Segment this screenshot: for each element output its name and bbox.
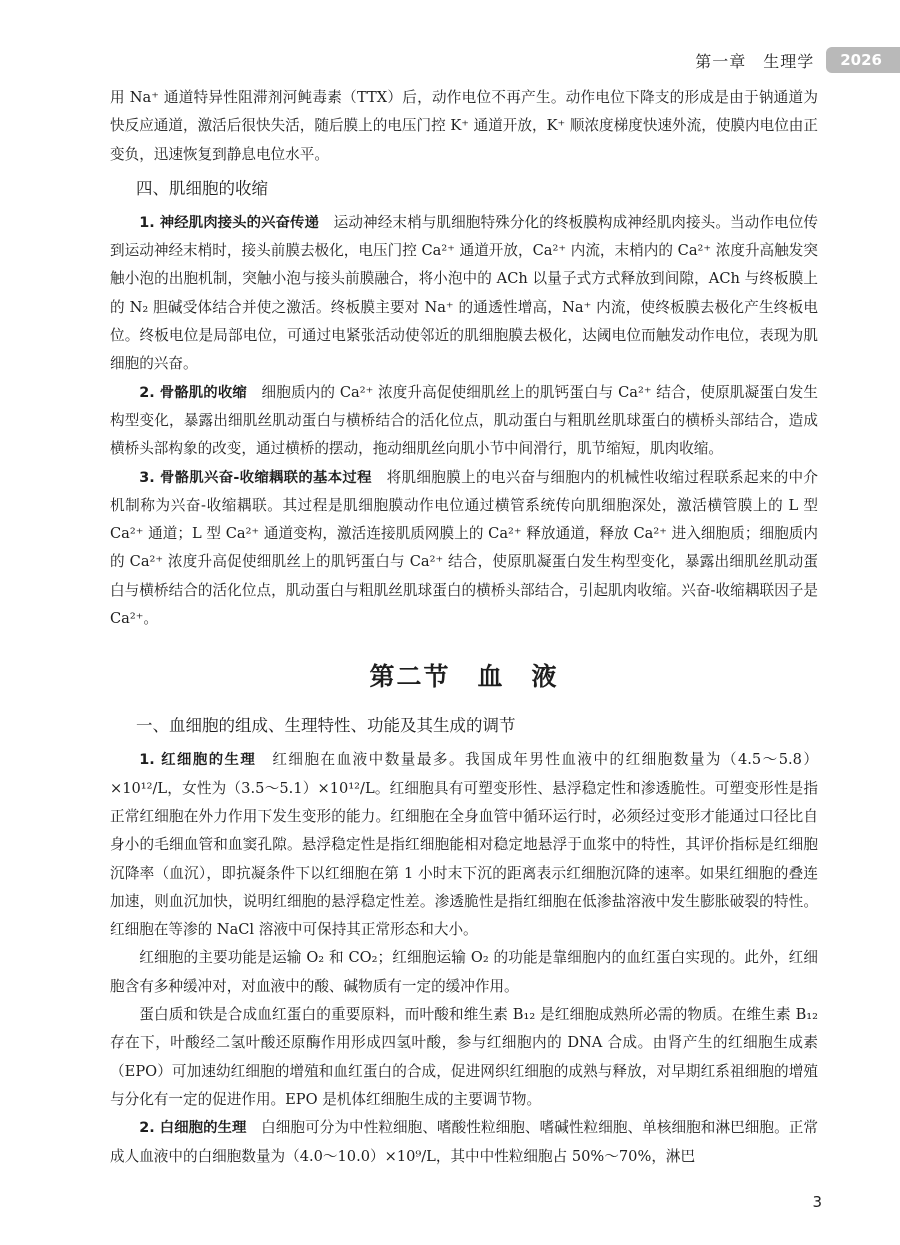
paragraph-skeletal-muscle-contraction: 2. 骨骼肌的收缩 细胞质内的 Ca²⁺ 浓度升高促使细肌丝上的肌钙蛋白与 Ca²⁺ 结合，使原肌凝蛋白发生构型变化，暴露出细肌丝肌动蛋白与横桥结合的活化位点，肌动蛋白与粗肌丝肌球蛋白的横桥头部结合，造成横桥头部构象的改变，通过横桥的摆动，拖动细肌丝向肌小节中间滑行，肌节缩短，肌肉收缩。 [110, 383, 818, 458]
paragraph-rbc-production: 蛋白质和铁是合成血红蛋白的重要原料，而叶酸和维生素 B₁₂ 是红细胞成熟所必需的物质。在维生素 B₁₂ 存在下，叶酸经二氢叶酸还原酶作用形成四氢叶酸，参与红细胞内的 DNA 合成。由肾产生的红细胞生成素（EPO）可加速幼红细胞的增殖和血红蛋白的合成，促进网织红细胞的成熟与释放，对早期红系祖细胞的增殖与分化有一定的促进作用。EPO 是机体红细胞生成的主要调节物。 [110, 1006, 818, 1108]
page-number: 3 [812, 1193, 822, 1211]
year-badge: 2026 [826, 47, 900, 73]
paragraph-lead: 1. 神经肌肉接头的兴奋传递 [139, 214, 319, 231]
section-heading-muscle-contraction: 四、肌细胞的收缩 [136, 178, 268, 198]
paragraph-continuation: 用 Na⁺ 通道特异性阻滞剂河鲀毒素（TTX）后，动作电位不再产生。动作电位下降支的形成是由于钠通道为快反应通道，激活后很快失活，随后膜上的电压门控 K⁺ 通道开放，K⁺ 顺浓度梯度快速外流，使膜内电位由正变负，迅速恢复到静息电位水平。 [110, 89, 818, 163]
paragraph-lead: 3. 骨骼肌兴奋-收缩耦联的基本过程 [139, 469, 372, 486]
page-body [110, 84, 818, 1171]
paragraph-neuromuscular-junction: 1. 神经肌肉接头的兴奋传递 运动神经末梢与肌细胞特殊分化的终板膜构成神经肌肉接头。当动作电位传到运动神经末梢时，接头前膜去极化，电压门控 Ca²⁺ 通道开放，Ca²⁺ 内流，末梢内的 Ca²⁺ 浓度升高触发突触小泡的出胞机制，突触小泡与接头前膜融合，将小泡中的 ACh 以量子式方式释放到间隙，ACh 与终板膜上的 N₂ 胆碱受体结合并使之激活。终板膜主要对 Na⁺ 的通透性增高，Na⁺ 内流，使终板膜去极化产生终板电位。终板电位是局部电位，可通过电紧张活动使邻近的肌细胞膜去极化，达阈电位而触发动作电位，表现为肌细胞的兴奋。 [110, 213, 818, 373]
paragraph-red-blood-cells: 1. 红细胞的生理 红细胞在血液中数量最多。我国成年男性血液中的红细胞数量为（4.5～5.8）×10¹²/L，女性为（3.5～5.1）×10¹²/L。红细胞具有可塑变形性、悬浮稳定性和渗透脆性。可塑变形性是指正常红细胞在外力作用下发生变形的能力。红细胞在全身血管中循环运行时，必须经过变形才能通过口径比自身小的毛细血管和血窦孔隙。悬浮稳定性是指红细胞能相对稳定地悬浮于血浆中的特性，其评价指标是红细胞沉降率（血沉），即抗凝条件下以红细胞在第 1 小时末下沉的距离表示红细胞沉降的速率。如果红细胞的叠连加速，则血沉加快，说明红细胞的悬浮稳定性差。渗透脆性是指红细胞在低渗盐溶液中发生膨胀破裂的特性。红细胞在等渗的 NaCl 溶液中可保持其正常形态和大小。 [110, 751, 819, 939]
paragraph-excitation-contraction-coupling: 3. 骨骼肌兴奋-收缩耦联的基本过程 将肌细胞膜上的电兴奋与细胞内的机械性收缩过程联系起来的中介机制称为兴奋-收缩耦联。其过程是肌细胞膜动作电位通过横管系统传向肌细胞深处，激活横管膜上的 L 型 Ca²⁺ 通道；L 型 Ca²⁺ 通道变构，激活连接肌质网膜上的 Ca²⁺ 释放通道，释放 Ca²⁺ 进入细胞质；细胞质内的 Ca²⁺ 浓度升高促使细肌丝上的肌钙蛋白与 Ca²⁺ 结合，使原肌凝蛋白发生构型变化，暴露出细肌丝肌动蛋白与横桥结合的活化位点，肌动蛋白与粗肌丝肌球蛋白的横桥头部结合，引起肌肉收缩。兴奋-收缩耦联因子是 Ca²⁺。 [110, 468, 818, 628]
paragraph-white-blood-cells: 2. 白细胞的生理 白细胞可分为中性粒细胞、嗜酸性粒细胞、嗜碱性粒细胞、单核细胞和淋巴细胞。正常成人血液中的白细胞数量为（4.0～10.0）×10⁹/L，其中中性粒细胞占 50%～70%，淋巴 [110, 1119, 818, 1165]
paragraph-rbc-function: 红细胞的主要功能是运输 O₂ 和 CO₂；红细胞运输 O₂ 的功能是靠细胞内的血红蛋白实现的。此外，红细胞含有多种缓冲对，对血液中的酸、碱物质有一定的缓冲作用。 [110, 949, 818, 995]
chapter-title: 第一章 生理学 [695, 51, 815, 71]
section-heading-blood-cells: 一、血细胞的组成、生理特性、功能及其生成的调节 [136, 716, 516, 736]
paragraph-lead: 2. 骨骼肌的收缩 [139, 384, 247, 401]
section-title-blood: 第二节 血 液 [369, 662, 559, 692]
paragraph-lead: 2. 白细胞的生理 [139, 1120, 247, 1137]
paragraph-lead: 1. 红细胞的生理 [139, 752, 257, 769]
running-header [695, 47, 900, 73]
